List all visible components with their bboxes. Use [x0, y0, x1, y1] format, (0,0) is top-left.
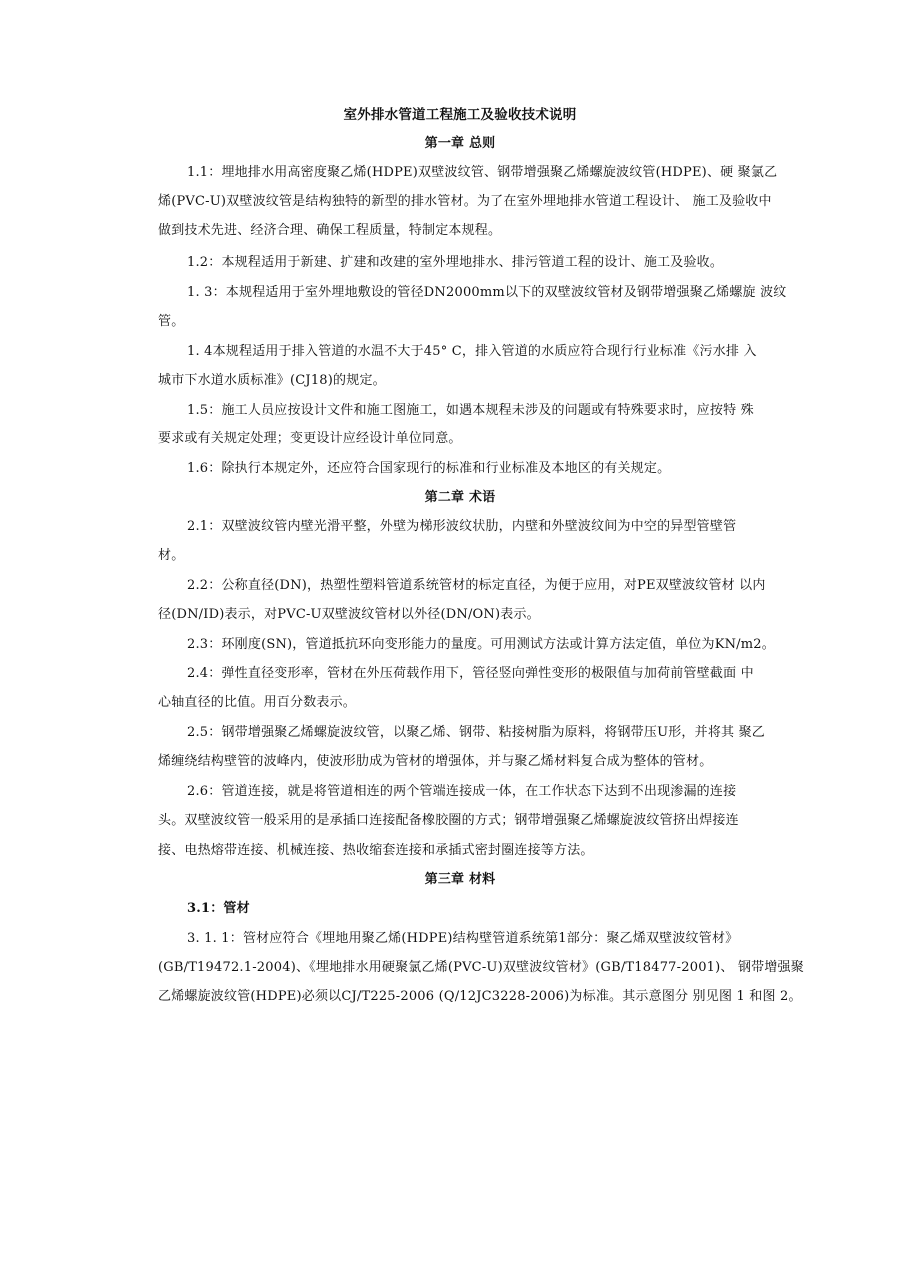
paragraph-line: 材。	[158, 548, 185, 563]
paragraph-line: 乙烯螺旋波纹管(HDPE)必须以CJ/T225-2006 (Q/12JC3228-2006)为标准。其示意图分 别见图 1 和图 2。	[158, 989, 802, 1004]
paragraph-line: 2.5：钢带增强聚乙烯螺旋波纹管，以聚乙烯、钢带、粘接树脂为原料，将钢带压U形，并将其 聚乙	[187, 725, 765, 740]
paragraph-line: 烯缠绕结构壁管的波峰内，使波形肋成为管材的增强体，并与聚乙烯材料复合成为整体的管材。	[158, 754, 713, 769]
paragraph-line: 2.1：双壁波纹管内壁光滑平整，外壁为梯形波纹状肋，内壁和外壁波纹间为中空的异型管壁管	[187, 519, 737, 534]
paragraph-line: 城市下水道水质标准》(CJ18)的规定。	[158, 373, 386, 388]
paragraph-line: 2.4：弹性直径变形率，管材在外压荷载作用下，管径竖向弹性变形的极限值与加荷前管壁截面 中	[187, 666, 754, 681]
chapter-heading: 第一章 总则	[424, 136, 496, 151]
paragraph-line: 接、电热熔带连接、机械连接、热收缩套连接和承插式密封圈连接等方法。	[158, 843, 594, 858]
paragraph-line: 心轴直径的比值。用百分数表示。	[158, 695, 357, 710]
paragraph-line: 2.2：公称直径(DN)，热塑性塑料管道系统管材的标定直径，为便于应用，对PE双壁波纹管材 以内	[187, 578, 766, 593]
chapter-heading: 第三章 材料	[424, 872, 496, 887]
paragraph-line: 2.3：环刚度(SN)，管道抵抗环向变形能力的量度。可用测试方法或计算方法定值，单位为KN/m2。	[187, 637, 775, 652]
paragraph-line: 1. 4本规程适用于排入管道的水温不大于45° C，排入管道的水质应符合现行行业标准《污水排 入	[187, 344, 757, 359]
paragraph-line: (GB/T19472.1-2004)、《埋地排水用硬聚氯乙烯(PVC-U)双壁波纹管材》(GB/T18477-2001)、 钢带增强聚	[158, 960, 804, 975]
paragraph-line: 烯(PVC-U)双壁波纹管是结构独特的新型的排水管材。为了在室外埋地排水管道工程设计、 施工及验收中	[158, 194, 772, 209]
paragraph-line: 要求或有关规定处理；变更设计应经设计单位同意。	[158, 431, 462, 446]
paragraph-line: 3. 1. 1：管材应符合《埋地用聚乙烯(HDPE)结构壁管道系统第1部分：聚乙烯双壁波纹管材》	[187, 931, 739, 946]
paragraph-line: 头。双壁波纹管一般采用的是承插口连接配备橡胶圈的方式；钢带增强聚乙烯螺旋波纹管挤出焊接连	[158, 813, 739, 828]
paragraph-line: 径(DN/ID)表示，对PVC-U双壁波纹管材以外径(DN/ON)表示。	[158, 607, 540, 622]
paragraph-line: 2.6：管道连接，就是将管道相连的两个管端连接成一体，在工作状态下达到不出现渗漏的连接	[187, 784, 737, 799]
paragraph-line: 1.6：除执行本规定外，还应符合国家现行的标准和行业标准及本地区的有关规定。	[187, 461, 671, 476]
paragraph-line: 1.2：本规程适用于新建、扩建和改建的室外埋地排水、排污管道工程的设计、施工及验收。	[187, 255, 724, 270]
paragraph-line: 1.1：埋地排水用高密度聚乙烯(HDPE)双壁波纹管、钢带增强聚乙烯螺旋波纹管(HDPE)、硬 聚氯乙	[187, 165, 778, 180]
paragraph-line: 管。	[158, 314, 185, 329]
section-heading: 3.1：管材	[187, 901, 250, 916]
paragraph-line: 1. 3：本规程适用于室外埋地敷设的管径DN2000mm以下的双壁波纹管材及钢带增强聚乙烯螺旋 波纹	[187, 285, 787, 300]
paragraph-line: 做到技术先进、经济合理、确保工程质量，特制定本规程。	[158, 223, 502, 238]
chapter-heading: 第二章 术语	[424, 490, 496, 505]
paragraph-line: 1.5：施工人员应按设计文件和施工图施工，如遇本规程未涉及的问题或有特殊要求时，应按特 殊	[187, 403, 754, 418]
document-title: 室外排水管道工程施工及验收技术说明	[343, 107, 577, 123]
